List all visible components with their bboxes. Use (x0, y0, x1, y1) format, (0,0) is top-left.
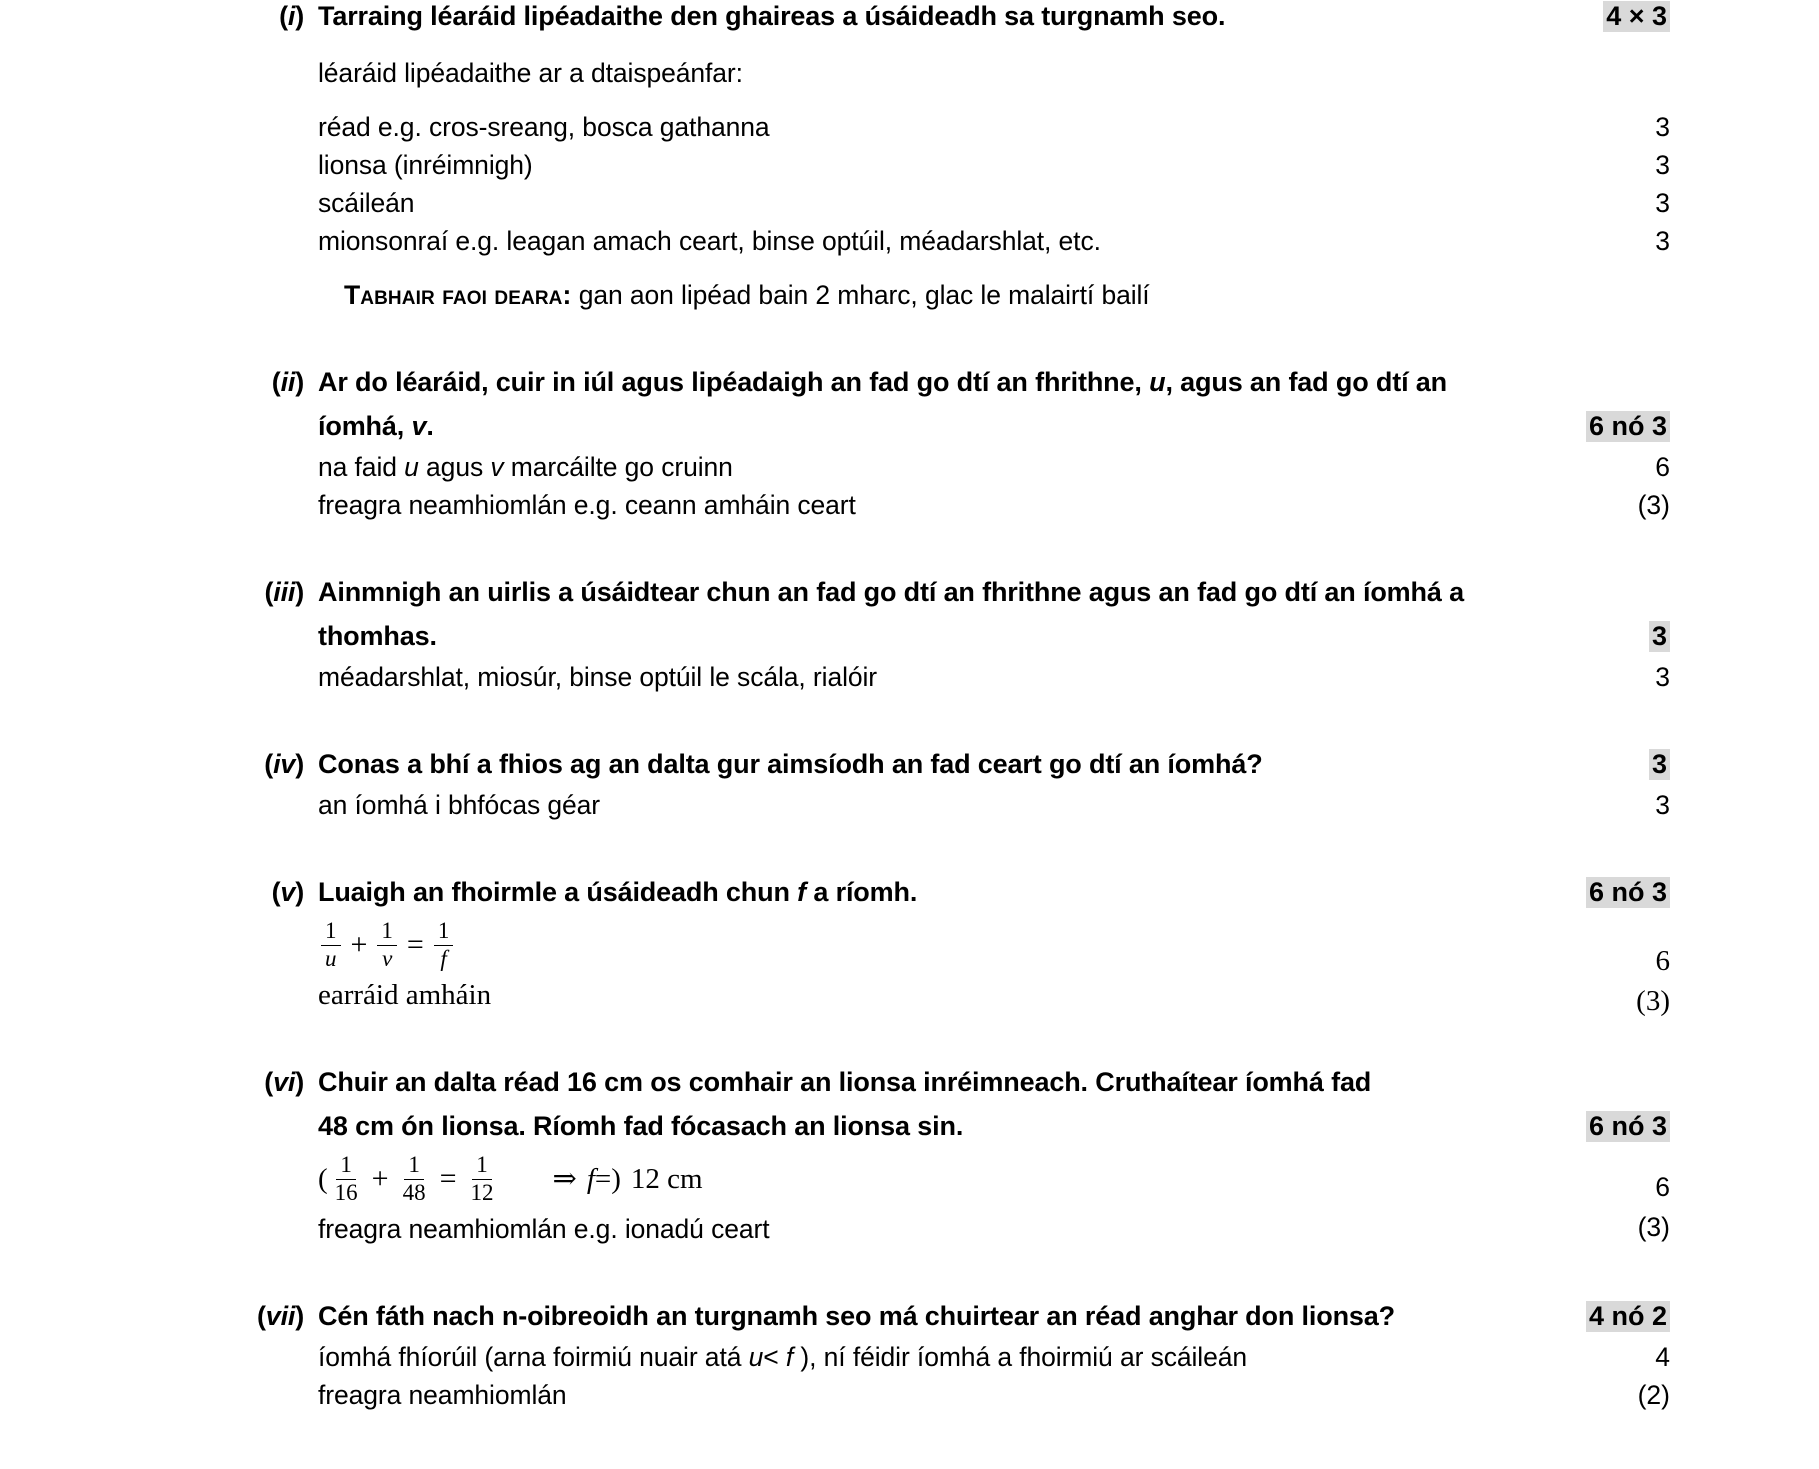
question-body-vii (318, 1294, 1670, 1414)
prompt-mark-iv: 3 (1649, 749, 1670, 780)
spacer (250, 696, 1670, 742)
answer-line-ii-2: freagra neamhiomlán e.g. ceann amháin ceart (318, 490, 856, 520)
denominator: f (440, 945, 447, 971)
question-block-ii (250, 360, 1670, 524)
prompt-mark-iii: 3 (1649, 621, 1670, 652)
note-label: Tabhair faoi deara: (344, 280, 572, 310)
prompt-mark-vii: 4 nó 2 (1586, 1301, 1670, 1332)
roman-label-vi: (vi) (264, 1067, 304, 1097)
answer-line-v: earráid amháin (318, 979, 492, 1011)
answer-mark: (2) (1637, 1380, 1670, 1410)
question-block-vi (250, 1060, 1670, 1248)
question-block-vii (250, 1294, 1670, 1414)
question-prompt-vi-line1: Chuir an dalta réad 16 cm os comhair an lionsa inréimneach. Cruthaítear íomhá fad (318, 1067, 1372, 1097)
fraction-1-v (377, 919, 397, 970)
numerator: 1 (404, 1153, 424, 1179)
spacer (250, 1248, 1670, 1294)
fraction-1-f (434, 919, 454, 970)
implies-symbol: ⇒ (552, 1162, 577, 1195)
denominator: 16 (334, 1179, 358, 1205)
question-header-vii (250, 1294, 1670, 1414)
prompt-text-part2: , agus an fad go dtí an (1165, 367, 1448, 397)
prompt-mark-v: 6 nó 3 (1586, 877, 1670, 908)
denominator: 48 (402, 1179, 426, 1205)
paren-open: ( (318, 1162, 328, 1195)
answer-var-f: f (785, 1342, 794, 1372)
answer-line-vi: freagra neamhiomlán e.g. ionadú ceart (318, 1214, 770, 1244)
spacer (250, 1014, 1670, 1060)
question-body-iii (318, 570, 1670, 696)
prompt-var-v: v (411, 411, 427, 441)
prompt-mark-ii: 6 nó 3 (1586, 411, 1670, 442)
answer-mark: 3 (1655, 188, 1670, 218)
spacer (318, 92, 1670, 108)
answer-var-v: v (490, 452, 504, 482)
answer-mid: agus (418, 452, 491, 482)
question-header-iv (250, 742, 1670, 824)
spacer (250, 314, 1670, 360)
question-prompt-i: Tarraing léaráid lipéadaithe den ghaireas a úsáideadh sa turgnamh seo. (318, 1, 1226, 31)
answer-mark: (3) (1637, 1212, 1670, 1242)
paren-close: ) (611, 1162, 621, 1195)
operator-equals: = (439, 1162, 457, 1195)
question-header-ii (250, 360, 1670, 524)
question-block-iv (250, 742, 1670, 824)
answer-mark: (3) (1636, 985, 1670, 1017)
prompt-text-part1: Ar do léaráid, cuir in iúl agus lipéadaigh an fad go dtí an fhrithne, (318, 367, 1150, 397)
question-body-v (318, 870, 1670, 1017)
answer-post: marcáilte go cruinn (503, 452, 733, 482)
numerator: 1 (434, 919, 454, 945)
answer-mark: (3) (1637, 490, 1670, 520)
operator-equals: = (406, 928, 424, 961)
operator-plus: + (350, 928, 368, 961)
question-block-iii (250, 570, 1670, 696)
answer-mark: 3 (1655, 226, 1670, 256)
prompt-text-line2: íomhá, (318, 411, 412, 441)
answer-pre: íomhá fhíorúil (arna foirmiú nuair atá (318, 1342, 749, 1372)
answer-mid: < (763, 1342, 786, 1372)
answer-var-u: u (404, 452, 419, 482)
formula-vi (318, 1148, 1670, 1210)
formula-result: 12 cm (630, 1162, 703, 1195)
question-block-i (250, 0, 1670, 314)
numerator: 1 (472, 1153, 492, 1179)
spacer (318, 38, 1670, 54)
prompt-var-f: f (797, 877, 807, 907)
questions-container (250, 0, 1670, 1414)
formula-equals: = (594, 1162, 612, 1195)
answer-mark: 6 (1655, 452, 1670, 482)
question-header-vi (250, 1060, 1670, 1248)
question-prompt-iii-line2: thomhas. (318, 621, 437, 651)
prompt-pre: Luaigh an fhoirmle a úsáideadh chun (318, 877, 798, 907)
question-body-iv (318, 742, 1670, 824)
answer-line-iv: an íomhá i bhfócas géar (318, 790, 601, 820)
answer-var-u: u (748, 1342, 764, 1372)
answer-line: réad e.g. cros-sreang, bosca gathanna (318, 112, 770, 142)
roman-label-iii: (iii) (264, 577, 304, 607)
question-block-v (250, 870, 1670, 1017)
answer-mark: 4 (1655, 1342, 1670, 1372)
prompt-mark-vi: 6 nó 3 (1586, 1111, 1670, 1142)
answer-line-ii-1 (318, 448, 1670, 486)
roman-label-i: (i) (279, 1, 304, 31)
fraction-1-12 (467, 1153, 498, 1204)
roman-label-iv: (iv) (264, 749, 304, 779)
fraction-1-u (321, 919, 341, 970)
operator-plus: + (371, 1162, 389, 1195)
denominator: u (325, 945, 337, 971)
formula-mark-vi: 6 (1655, 1172, 1670, 1202)
numerator: 1 (321, 919, 341, 945)
fraction-1-16 (331, 1153, 362, 1204)
prompt-period: . (426, 411, 434, 441)
denominator: 12 (470, 1179, 494, 1205)
answer-line: mionsonraí e.g. leagan amach ceart, binse optúil, méadarshlat, etc. (318, 226, 1101, 256)
question-prompt-iv: Conas a bhí a fhios ag an dalta gur aimsíodh an fad ceart go dtí an íomhá? (318, 749, 1263, 779)
prompt-post: a ríomh. (806, 877, 918, 907)
question-header-i (250, 0, 1670, 314)
question-header-v (250, 870, 1670, 1017)
question-prompt-vii: Cén fáth nach n-oibreoidh an turgnamh seo má chuirtear an réad anghar don lionsa? (318, 1301, 1395, 1331)
question-prompt-ii-line2 (318, 404, 1670, 448)
answer-mark: 3 (1655, 112, 1670, 142)
answer-intro-i: léaráid lipéadaithe ar a dtaispeánfar: (318, 58, 743, 88)
answer-line-iii: méadarshlat, miosúr, binse optúil le scála, rialóir (318, 662, 878, 692)
numerator: 1 (377, 919, 397, 945)
question-prompt-vi-line2: 48 cm ón lionsa. Ríomh fad fócasach an lionsa sin. (318, 1111, 964, 1141)
answer-line-vii-2: freagra neamhiomlán (318, 1380, 567, 1410)
denominator: v (382, 945, 393, 971)
spacer (318, 260, 1670, 276)
answer-line-vii-1 (318, 1338, 1670, 1376)
answer-mark: 3 (1655, 150, 1670, 180)
roman-label-ii: (ii) (271, 367, 304, 397)
prompt-var-u: u (1149, 367, 1166, 397)
answer-mark: 3 (1655, 662, 1670, 692)
roman-label-vii: (vii) (256, 1301, 304, 1331)
answer-pre: na faid (318, 452, 405, 482)
fraction-1-48 (399, 1153, 430, 1204)
spacer (250, 824, 1670, 870)
formula-var-f: f (586, 1162, 595, 1195)
question-body-i (318, 0, 1670, 314)
note-line-i (318, 276, 1670, 314)
answer-mark: 3 (1655, 790, 1670, 820)
question-header-iii (250, 570, 1670, 696)
formula-mark-v: 6 (1655, 945, 1670, 977)
question-prompt-v (318, 870, 1670, 914)
answer-line: lionsa (inréimnigh) (318, 150, 533, 180)
question-body-vi (318, 1060, 1670, 1248)
note-text: gan aon lipéad bain 2 mharc, glac le malairtí bailí (578, 280, 1150, 310)
numerator: 1 (336, 1153, 356, 1179)
question-prompt-iii-line1: Ainmnigh an uirlis a úsáidtear chun an fad go dtí an fhrithne agus an fad go dtí an íomhá a (318, 577, 1464, 607)
answer-post: ), ní féidir íomhá a fhoirmiú ar scáileán (793, 1342, 1248, 1372)
answer-line: scáileán (318, 188, 415, 218)
formula-v (318, 914, 1670, 976)
roman-label-v: (v) (271, 877, 304, 907)
question-prompt-ii-line1 (318, 360, 1670, 404)
spacer (250, 524, 1670, 570)
prompt-mark-i: 4 × 3 (1603, 1, 1670, 32)
question-body-ii (318, 360, 1670, 524)
